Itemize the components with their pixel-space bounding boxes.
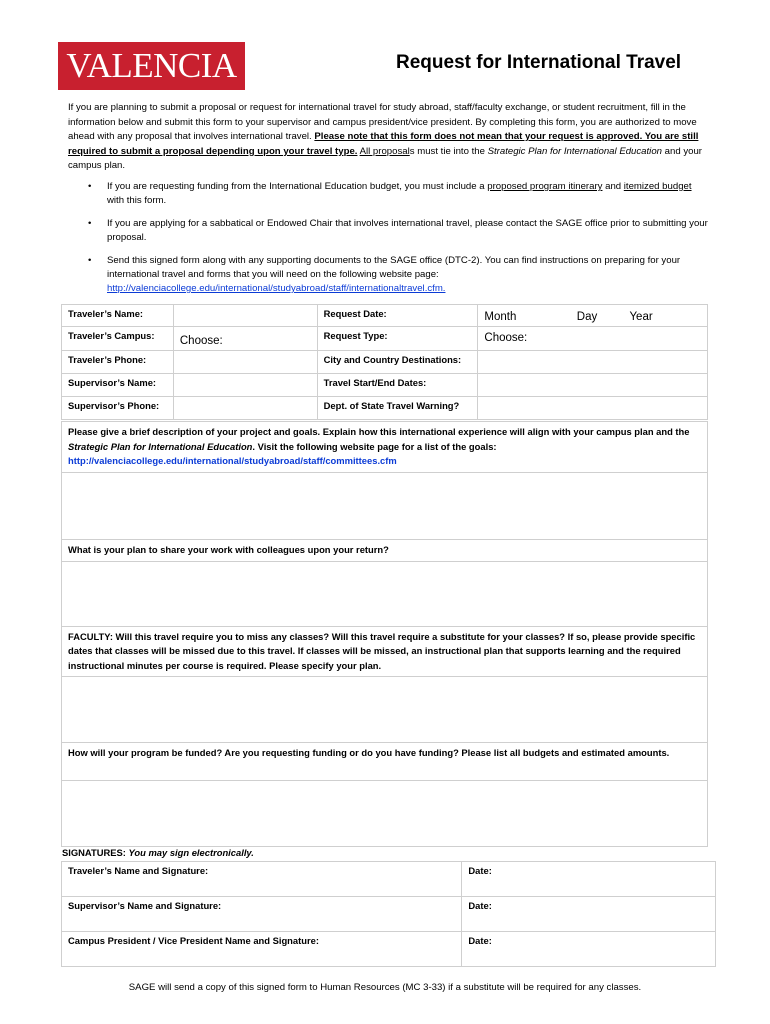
bullet-funding: • If you are requesting funding from the International Education budget, you must include a proposed program itinerary and itemized budget with this form.: [88, 181, 692, 206]
request-date-field[interactable]: [478, 305, 708, 327]
supervisor-phone-label: Supervisor’s Phone:: [62, 397, 174, 420]
travelers-name-label: Traveler’s Name:: [62, 305, 174, 327]
project-goals-question: Please give a brief description of your project and goals. Explain how this international experience will align with your campus plan and the Strategic Plan for International Education. Visit the following website page for a list of the goals: http://valenciacollege.edu/international/studyabroad/staff/committees.cfm: [62, 422, 708, 473]
city-country-field[interactable]: [478, 351, 708, 374]
request-type-select[interactable]: Choose:: [478, 327, 708, 351]
request-date-label: Request Date:: [317, 305, 478, 327]
questions-table: [61, 421, 708, 847]
travelers-campus-label: Traveler’s Campus:: [62, 327, 174, 351]
valencia-logo: VALENCIA: [58, 42, 245, 90]
supervisor-phone-field[interactable]: [173, 397, 317, 420]
share-work-answer[interactable]: [62, 561, 708, 626]
day-select[interactable]: Day: [576, 311, 598, 323]
funding-question: How will your program be funded? Are you requesting funding or do you have funding? Please list all budgets and estimated amounts.: [62, 743, 708, 781]
campus-select[interactable]: Choose:: [173, 327, 317, 351]
internationaltravel-link[interactable]: http://valenciacollege.edu/international/studyabroad/staff/internationaltravel.cfm.: [107, 283, 446, 294]
faculty-classes-answer[interactable]: [62, 677, 708, 743]
supervisor-signature-field[interactable]: Supervisor’s Name and Signature:: [62, 897, 462, 932]
city-country-label: City and Country Destinations:: [317, 351, 478, 374]
faculty-classes-question: FACULTY: Will this travel require you to miss any classes? Will this travel require a substitute for your classes? If so, please provide specific dates that classes will be missed due to this travel. If classes will be missed, an instructional plan that supports learning and the required instructional minutes per course is required. Please specify your plan.: [62, 626, 708, 677]
month-select[interactable]: Month: [484, 311, 517, 323]
funding-answer[interactable]: [62, 781, 708, 847]
president-signature-field[interactable]: Campus President / Vice President Name and Signature:: [62, 932, 462, 967]
travel-dates-label: Travel Start/End Dates:: [317, 374, 478, 397]
signatures-table: [61, 861, 716, 967]
travelers-phone-label: Traveler’s Phone:: [62, 351, 174, 374]
travelers-phone-field[interactable]: [173, 351, 317, 374]
signatures-label: SIGNATURES: You may sign electronically.: [62, 847, 254, 858]
year-select[interactable]: Year: [629, 311, 653, 323]
traveler-info-table: [61, 304, 708, 420]
footer-note: SAGE will send a copy of this signed form to Human Resources (MC 3-33) if a substitute will be required for any classes.: [128, 982, 642, 993]
itinerary-link-text: proposed program itinerary: [487, 181, 603, 192]
supervisor-date-field[interactable]: Date:: [462, 897, 716, 932]
instruction-bullets: [68, 180, 708, 305]
traveler-date-field[interactable]: Date:: [462, 862, 716, 897]
page-title: Request for International Travel: [396, 52, 682, 73]
bullet-send-form: • Send this signed form along with any supporting documents to the SAGE office (DTC-2). You can find instructions on preparing for your international travel and forms that you will need on the following website page: http://valenciacollege.edu/international/studyabroad/staff/internationaltravel.cfm.: [88, 255, 681, 294]
travel-warning-label: Dept. of State Travel Warning?: [317, 397, 478, 420]
request-type-label: Request Type:: [317, 327, 478, 351]
bullet-sabbatical: • If you are applying for a sabbatical or Endowed Chair that involves international travel, please contact the SAGE office prior to submitting your proposal.: [88, 218, 708, 243]
committees-link[interactable]: http://valenciacollege.edu/international/studyabroad/staff/committees.cfm: [68, 455, 397, 466]
share-work-question: What is your plan to share your work with colleagues upon your return?: [62, 539, 708, 561]
travel-warning-field[interactable]: [478, 397, 708, 420]
supervisor-name-field[interactable]: [173, 374, 317, 397]
travel-dates-field[interactable]: [478, 374, 708, 397]
traveler-signature-field[interactable]: Traveler’s Name and Signature:: [62, 862, 462, 897]
intro-paragraph: If you are planning to submit a proposal or request for international travel for study abroad, staff/faculty exchange, or student recruitment, fill in the information below and submit this form to your supervisor and campus president/vice president. By completing this form, you are authorized to move ahead with any proposal that involves international travel. Please note that this form does not mean that your request is approved. You are still required to submit a proposal depending upon your travel type. All proposals must tie into the Strategic Plan for International Education and your campus plan.: [68, 102, 703, 172]
supervisor-name-label: Supervisor’s Name:: [62, 374, 174, 397]
president-date-field[interactable]: Date:: [462, 932, 716, 967]
project-goals-answer[interactable]: [62, 472, 708, 539]
travelers-name-field[interactable]: [173, 305, 317, 327]
